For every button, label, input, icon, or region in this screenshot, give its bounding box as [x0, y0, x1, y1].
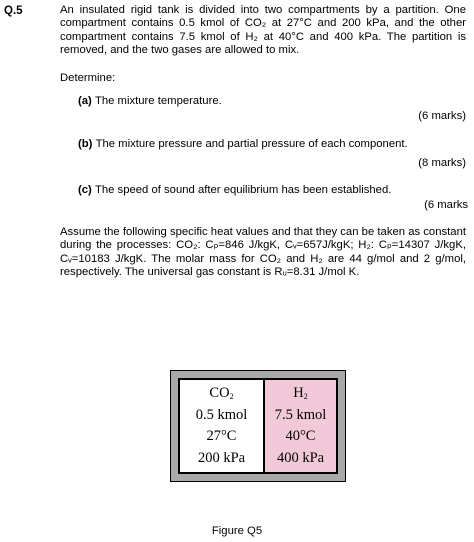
- question-number: Q.5: [4, 5, 23, 17]
- part-b-marks: (8 marks): [418, 157, 466, 169]
- h2-temperature: 40°C: [285, 428, 316, 445]
- part-c-marks: (6 marks: [424, 199, 468, 211]
- part-c-label: (c): [78, 184, 92, 196]
- h2-amount: 7.5 kmol: [274, 406, 327, 423]
- co2-pressure: 200 kPa: [197, 449, 246, 466]
- part-b-label: (b): [78, 138, 93, 150]
- assumption-paragraph: Assume the following specific heat values and that they can be taken as constant during the processes: CO₂: Cₚ=846 J/kgK, Cᵥ=657J/kgK; H₂: Cₚ=14307 J/kgK, Cᵥ=10183 J/kgK. The molar mass for CO₂ and H₂ are 44 g/mol and 2 g/mol, respectively. The universal gas constant is Rᵤ=8.31 J/mol K.: [60, 226, 466, 279]
- figure-caption: Figure Q5: [211, 525, 263, 537]
- part-a-text: The mixture temperature.: [94, 95, 222, 107]
- co2-compartment: [180, 380, 265, 472]
- h2-gas-label: $H_2$: [293, 385, 308, 402]
- part-b-text: The mixture pressure and partial pressure of each component.: [95, 138, 408, 150]
- part-b: [78, 138, 408, 150]
- co2-temperature: 27°C: [206, 428, 237, 445]
- part-a-marks: (6 marks): [418, 110, 466, 122]
- part-a: [78, 95, 222, 107]
- part-c: [78, 184, 391, 196]
- h2-compartment: [265, 380, 336, 472]
- h2-pressure: 400 kPa: [276, 449, 325, 466]
- co2-gas-label: $CO_2$: [209, 385, 234, 402]
- tank-interior: [178, 378, 338, 474]
- part-c-text: The speed of sound after equilibrium has been established.: [94, 184, 392, 196]
- determine-heading: Determine:: [60, 72, 116, 84]
- question-intro: An insulated rigid tank is divided into two compartments by a partition. One compartment contains 0.5 kmol of CO₂ at 27°C and 200 kPa, and the other compartment contains 7.5 kmol of H₂ at 40°C and 400 kPa. The partition is removed, and the two gases are allowed to mix.: [60, 4, 466, 57]
- tank-figure: [170, 370, 346, 482]
- co2-amount: 0.5 kmol: [195, 406, 248, 423]
- part-a-label: (a): [78, 95, 92, 107]
